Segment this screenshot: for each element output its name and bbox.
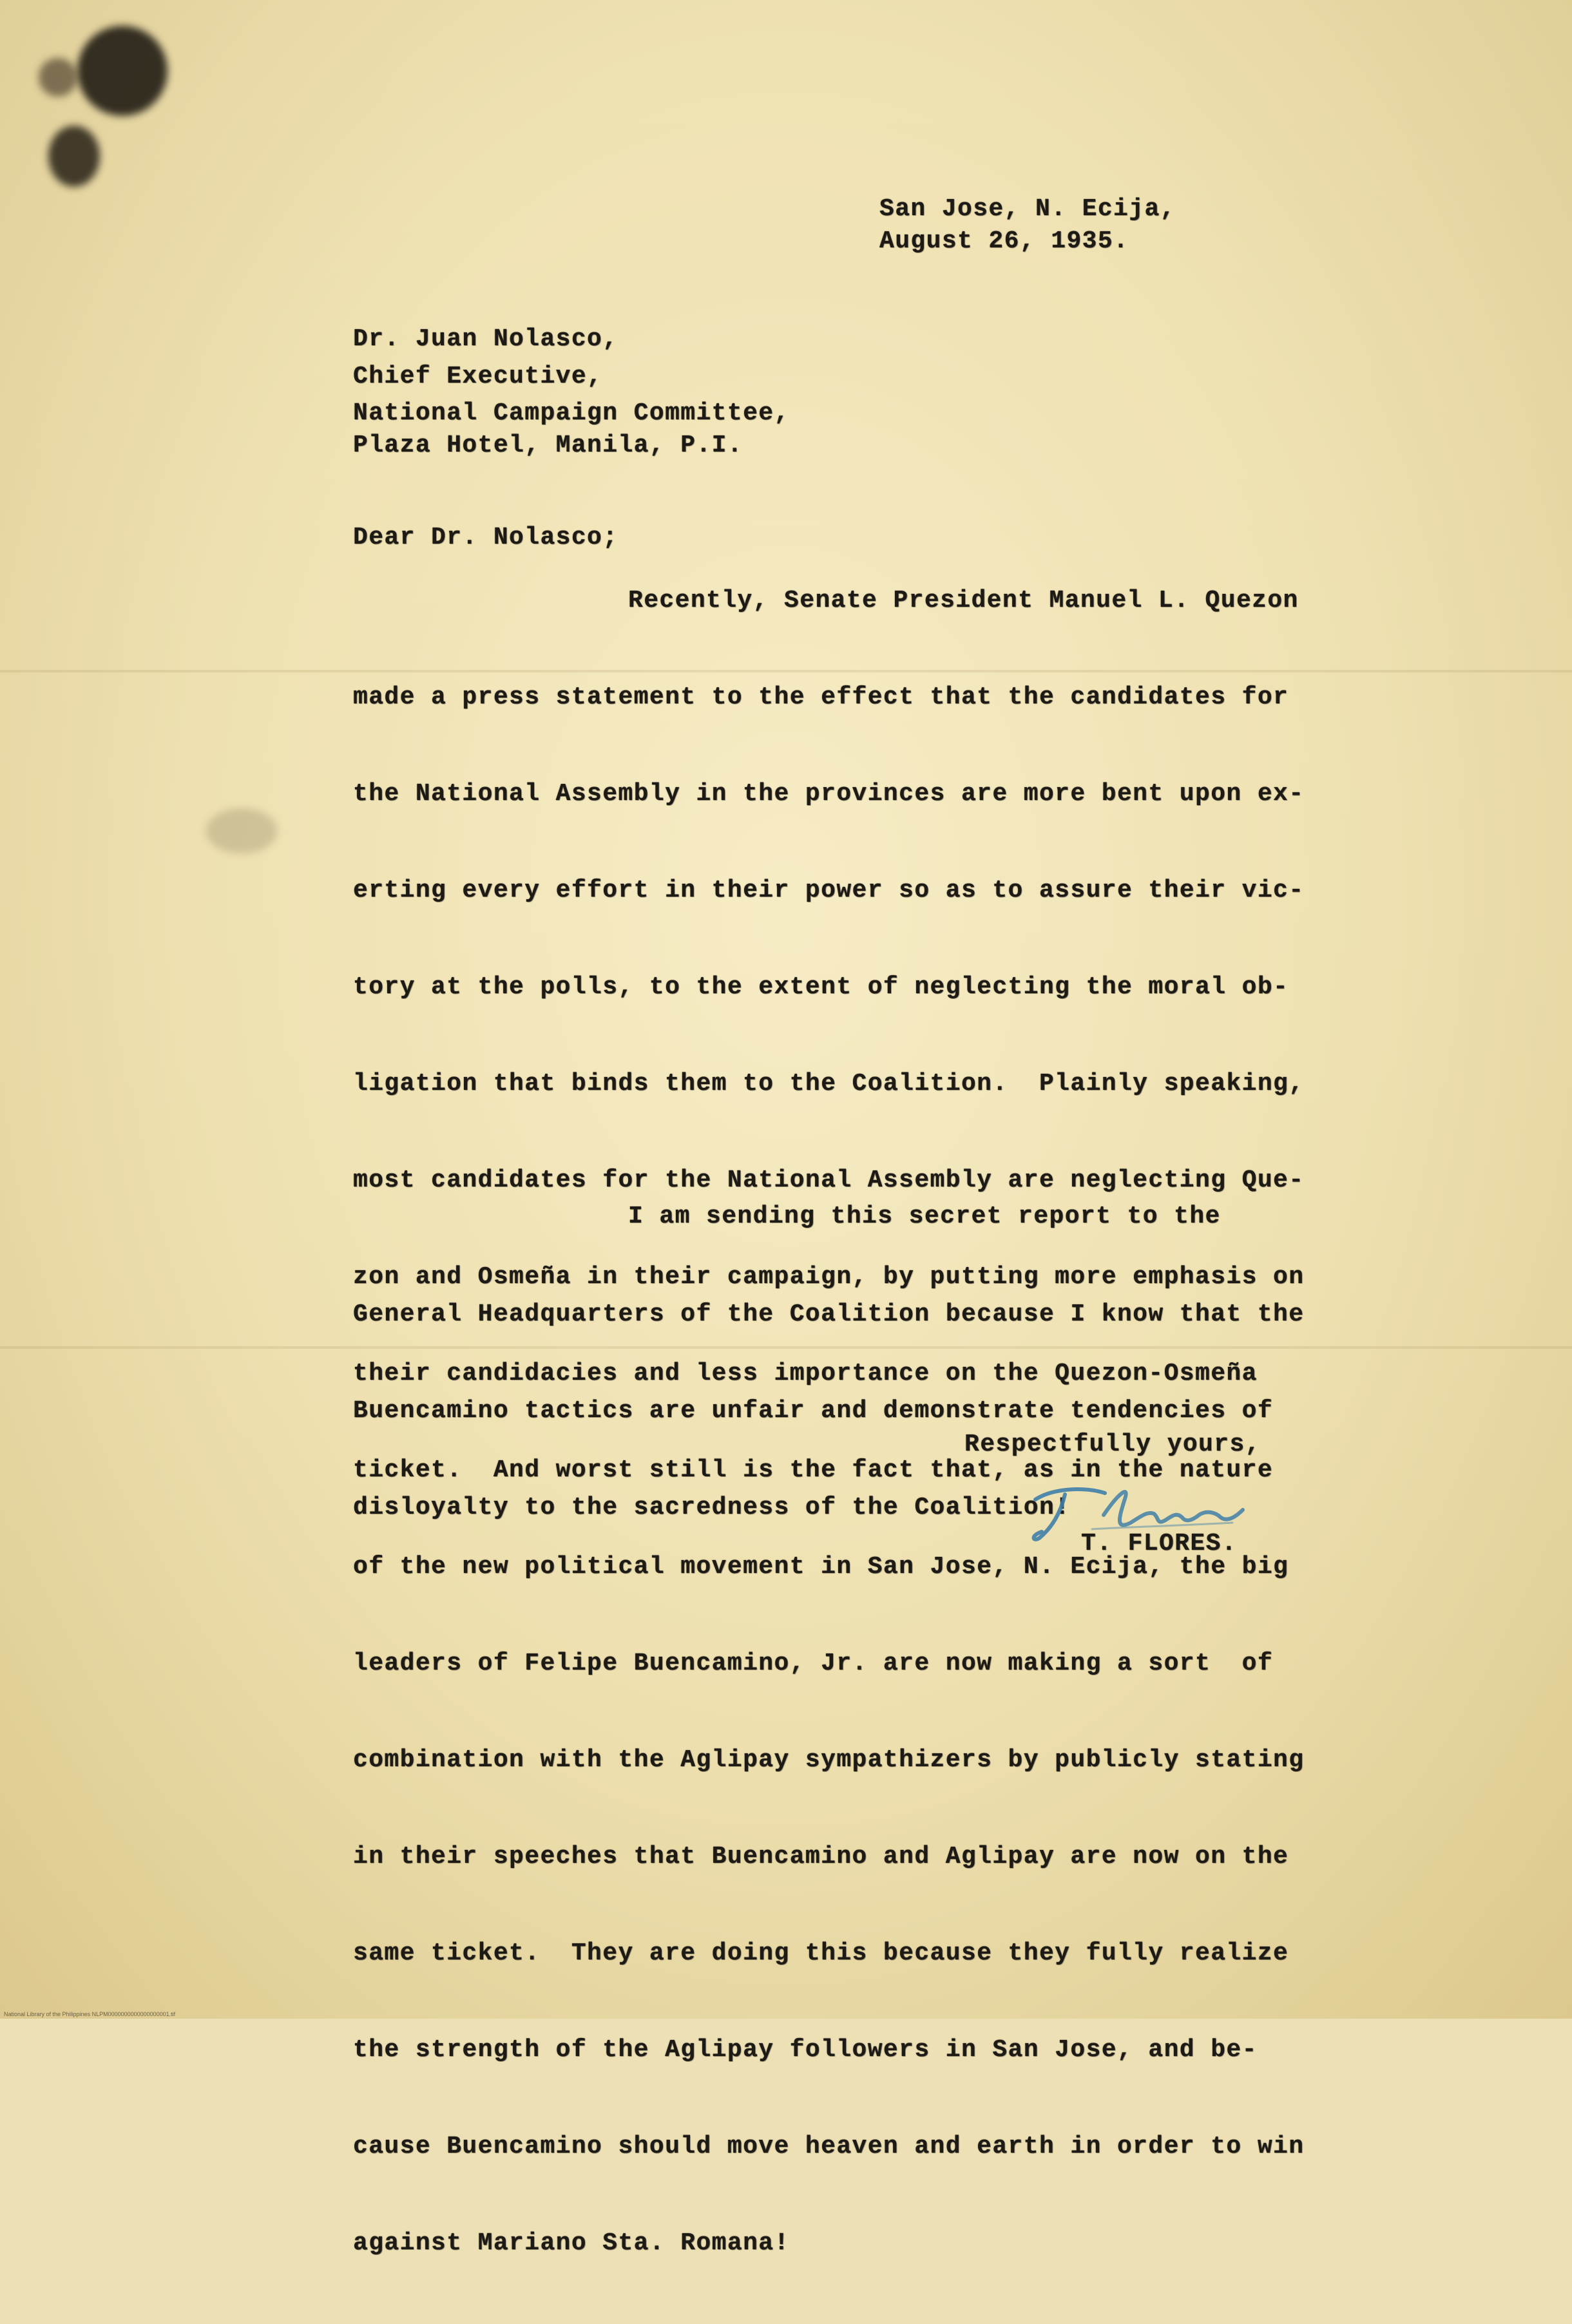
paragraph-1-line: ligation that binds them to the Coalition. Plainly speaking, [353,1070,1305,1098]
signature-stroke [1104,1492,1243,1525]
paragraph-2-line: I am sending this secret report to the [628,1203,1221,1230]
paragraph-1-line: in their speeches that Buencamino and Aglipay are now on the [353,1843,1289,1871]
paragraph-1-line: cause Buencamino should move heaven and earth in order to win [353,2133,1305,2160]
paragraph-1-line: against Mariano Sta. Romana! [353,2229,790,2257]
letter-place: San Jose, N. Ecija, [879,195,1176,223]
paragraph-1-line: the strength of the Aglipay followers in San Jose, and be- [353,2036,1258,2064]
paragraph-1-line: combination with the Aglipay sympathizers by publicly stating [353,1746,1305,1774]
recipient-name: Dr. Juan Nolasco, [353,325,618,353]
paragraph-1-line: most candidates for the National Assembly are neglecting Que- [353,1167,1305,1194]
paragraph-1-line: their candidacies and less importance on the Quezon-Osmeña [353,1360,1258,1387]
signatory-name: T. FLORES. [1081,1530,1238,1557]
recipient-address: Plaza Hotel, Manila, P.I. [353,432,743,459]
ink-stain [77,26,168,116]
paragraph-1-line: the National Assembly in the provinces are more bent upon ex- [353,780,1305,808]
recipient-title: Chief Executive, [353,363,603,390]
ink-stain [206,808,277,853]
paragraph-1-line: of the new political movement in San Jose, N. Ecija, the big [353,1553,1289,1581]
paragraph-1-line: same ticket. They are doing this because they fully realize [353,1939,1289,1967]
ink-stain [39,58,77,97]
ink-stain [48,126,100,187]
archive-footer-stamp: National Library of the Philippines NLPM0000000000000000001.tif [4,2011,176,2017]
paragraph-1-line: zon and Osmeña in their campaign, by putting more emphasis on [353,1263,1305,1291]
salutation: Dear Dr. Nolasco; [353,524,618,551]
paragraph-1-line: tory at the polls, to the extent of neglecting the moral ob- [353,973,1289,1001]
closing: Respectfully yours, [964,1431,1261,1458]
paragraph-2-line: General Headquarters of the Coalition because I know that the [353,1300,1305,1328]
paragraph-1-line: Recently, Senate President Manuel L. Quezon [628,587,1299,614]
paragraph-1-line: leaders of Felipe Buencamino, Jr. are now making a sort of [353,1650,1274,1677]
recipient-organization: National Campaign Committee, [353,399,790,427]
letter-date: August 26, 1935. [879,227,1129,255]
paragraph-1-line: ticket. And worst still is the fact that, as in the nature [353,1456,1274,1484]
paragraph-2-line: disloyalty to the sacredness of the Coalition! [353,1494,1071,1521]
paragraph-1-line: erting every effort in their power so as to assure their vic- [353,877,1305,904]
paragraph-1-line: made a press statement to the effect that the candidates for [353,683,1289,711]
paragraph-2-line: Buencamino tactics are unfair and demonstrate tendencies of [353,1397,1274,1425]
